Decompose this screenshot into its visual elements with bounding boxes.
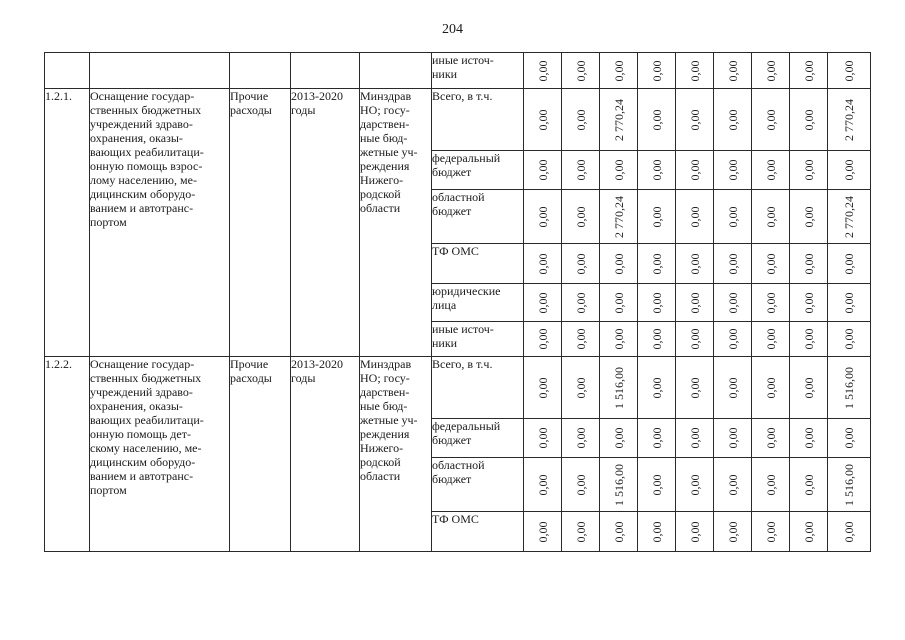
funding-source [432,53,524,89]
year-value-cell [600,151,638,190]
amount-value: 0,00 [763,109,778,130]
amount-value: 0,00 [763,474,778,495]
amount-value: 0,00 [842,521,856,542]
amount-value: 0,00 [801,206,816,227]
amount-value: 0,00 [573,292,588,313]
year-value-cell [676,458,714,512]
year-value-cell [676,53,714,89]
year-value-cell [752,357,790,419]
year-value-cell [600,512,638,552]
year-value-cell [600,458,638,512]
amount-value: 1 516,00 [611,366,626,409]
total-value-cell [828,53,871,89]
year-value-cell [752,512,790,552]
period-text: 2013-2020 годы [291,89,343,117]
amount-value: 0,00 [611,328,626,350]
measure-name [90,89,230,357]
funding-source [432,244,524,284]
measure-name-text: Оснащение государ- ственных бюджетных учреждений здраво- охранения, оказы- вающих реабилитаци- онную помощь дет- скому населению, ме- дицинским оборудо- ванием и автотранс- портом [90,357,204,497]
funding-source [432,190,524,244]
amount-value: 0,00 [573,427,588,449]
amount-value: 0,00 [763,60,778,81]
year-value-cell [676,419,714,458]
year-value-cell [714,53,752,89]
year-value-cell [638,89,676,151]
amount-value: 0,00 [535,206,550,227]
year-value-cell [638,53,676,89]
year-value-cell [790,458,828,512]
year-value-cell [562,151,600,190]
year-value-cell [524,284,562,322]
year-value-cell [600,89,638,151]
year-value-cell [524,458,562,512]
year-value-cell [714,244,752,284]
amount-value: 0,00 [649,253,664,274]
year-value-cell [524,53,562,89]
executor [360,89,432,357]
amount-value: 2 770,24 [611,98,626,141]
total-value-cell [828,322,871,357]
amount-value: 0,00 [611,521,626,542]
year-value-cell [524,190,562,244]
amount-value: 0,00 [535,292,550,313]
expense-type [230,89,291,357]
executor-text: Минздрав НО; госу- дарствен- ные бюд- жетные уч- реждения Нижего- родской области [360,357,418,483]
funding-source [432,419,524,458]
amount-value: 2 770,24 [842,98,856,141]
amount-value: 0,00 [842,60,856,81]
amount-value: 0,00 [649,377,664,398]
amount-value: 0,00 [649,474,664,495]
funding-source-text: юридические лица [432,284,501,312]
year-value-cell [676,244,714,284]
amount-value: 0,00 [687,292,702,313]
year-value-cell [790,284,828,322]
year-value-cell [600,284,638,322]
amount-value: 0,00 [573,60,588,81]
year-value-cell [714,512,752,552]
year-value-cell [714,284,752,322]
amount-value: 0,00 [649,328,664,350]
year-value-cell [790,357,828,419]
amount-value: 0,00 [573,109,588,130]
amount-value: 0,00 [725,292,740,313]
amount-value: 0,00 [801,60,816,81]
program-measures-table [44,52,871,552]
year-value-cell [676,284,714,322]
amount-value: 0,00 [535,377,550,398]
year-value-cell [676,357,714,419]
year-value-cell [638,151,676,190]
amount-value: 0,00 [725,427,740,449]
amount-value: 0,00 [763,206,778,227]
year-value-cell [752,89,790,151]
funding-source-text: Всего, в т.ч. [432,89,493,103]
year-value-cell [790,89,828,151]
total-value-cell [828,89,871,151]
year-value-cell [524,322,562,357]
year-value-cell [600,322,638,357]
year-value-cell [562,357,600,419]
amount-value: 0,00 [687,377,702,398]
table-row [45,89,871,151]
year-value-cell [524,357,562,419]
amount-value: 0,00 [725,253,740,274]
measure-code [45,89,90,357]
empty-cell [90,53,230,89]
year-value-cell [714,151,752,190]
period [291,89,360,357]
amount-value: 0,00 [725,159,740,181]
amount-value: 0,00 [649,292,664,313]
amount-value: 0,00 [725,328,740,350]
amount-value: 0,00 [801,109,816,130]
amount-value: 0,00 [801,253,816,274]
amount-value: 0,00 [801,328,816,350]
amount-value: 0,00 [687,159,702,181]
year-value-cell [600,190,638,244]
amount-value: 0,00 [649,427,664,449]
year-value-cell [638,244,676,284]
funding-source [432,512,524,552]
amount-value: 0,00 [649,206,664,227]
year-value-cell [790,419,828,458]
year-value-cell [790,151,828,190]
year-value-cell [790,190,828,244]
amount-value: 0,00 [573,206,588,227]
year-value-cell [600,53,638,89]
year-value-cell [752,190,790,244]
amount-value: 0,00 [763,377,778,398]
amount-value: 0,00 [687,60,702,81]
year-value-cell [600,357,638,419]
year-value-cell [790,322,828,357]
year-value-cell [638,419,676,458]
amount-value: 2 770,24 [842,195,856,238]
total-value-cell [828,419,871,458]
amount-value: 0,00 [763,521,778,542]
amount-value: 0,00 [763,427,778,449]
amount-value: 0,00 [687,474,702,495]
amount-value: 0,00 [573,521,588,542]
year-value-cell [714,89,752,151]
amount-value: 0,00 [801,292,816,313]
amount-value: 0,00 [842,427,856,449]
measure-code [45,357,90,552]
year-value-cell [562,512,600,552]
table-row [45,357,871,419]
empty-cell [230,53,291,89]
total-value-cell [828,151,871,190]
period [291,357,360,552]
year-value-cell [676,512,714,552]
amount-value: 0,00 [687,427,702,449]
amount-value: 0,00 [649,60,664,81]
amount-value: 0,00 [573,377,588,398]
amount-value: 0,00 [573,253,588,274]
year-value-cell [676,190,714,244]
amount-value: 1 516,00 [842,463,856,506]
funding-source [432,151,524,190]
amount-value: 2 770,24 [611,195,626,238]
amount-value: 0,00 [535,159,550,181]
amount-value: 0,00 [687,253,702,274]
year-value-cell [562,53,600,89]
amount-value: 0,00 [725,377,740,398]
year-value-cell [714,190,752,244]
amount-value: 0,00 [535,328,550,350]
amount-value: 0,00 [725,206,740,227]
year-value-cell [562,284,600,322]
amount-value: 0,00 [801,377,816,398]
amount-value: 0,00 [725,109,740,130]
amount-value: 0,00 [842,159,856,181]
table-row [45,53,871,89]
year-value-cell [638,458,676,512]
year-value-cell [600,244,638,284]
year-value-cell [676,89,714,151]
amount-value: 0,00 [649,109,664,130]
total-value-cell [828,284,871,322]
measure-name-text: Оснащение государ- ственных бюджетных учреждений здраво- охранения, оказы- вающих реабилитаци- онную помощь взрос- лому населению, ме- дицинским оборудо- ванием и автотранс- портом [90,89,204,229]
year-value-cell [562,419,600,458]
amount-value: 0,00 [535,60,550,81]
year-value-cell [752,53,790,89]
year-value-cell [562,89,600,151]
year-value-cell [524,512,562,552]
amount-value: 0,00 [801,427,816,449]
year-value-cell [676,322,714,357]
amount-value: 0,00 [842,292,856,313]
funding-source-text: ТФ ОМС [432,512,479,526]
amount-value: 0,00 [573,474,588,495]
year-value-cell [714,458,752,512]
funding-source [432,322,524,357]
year-value-cell [790,512,828,552]
year-value-cell [638,190,676,244]
amount-value: 0,00 [725,521,740,542]
year-value-cell [524,244,562,284]
amount-value: 0,00 [687,206,702,227]
executor [360,357,432,552]
year-value-cell [752,151,790,190]
amount-value: 0,00 [573,159,588,181]
measure-name [90,357,230,552]
year-value-cell [676,151,714,190]
year-value-cell [752,458,790,512]
amount-value: 0,00 [611,253,626,274]
year-value-cell [638,322,676,357]
amount-value: 0,00 [763,159,778,181]
year-value-cell [638,284,676,322]
executor-text: Минздрав НО; госу- дарствен- ные бюд- жетные уч- реждения Нижего- родской области [360,89,418,215]
total-value-cell [828,357,871,419]
year-value-cell [638,357,676,419]
amount-value: 0,00 [725,474,740,495]
amount-value: 0,00 [535,253,550,274]
year-value-cell [714,357,752,419]
total-value-cell [828,190,871,244]
measure-code-text: 1.2.1. [45,89,72,103]
funding-source-text: федеральный бюджет [432,151,501,179]
funding-source-text: ТФ ОМС [432,244,479,258]
amount-value: 1 516,00 [842,366,856,409]
total-value-cell [828,512,871,552]
amount-value: 1 516,00 [611,463,626,506]
expense-type-text: Прочие расходы [230,89,272,117]
year-value-cell [562,244,600,284]
empty-cell [291,53,360,89]
funding-source [432,89,524,151]
amount-value: 0,00 [801,159,816,181]
amount-value: 0,00 [801,521,816,542]
funding-source-text: областной бюджет [432,458,485,486]
amount-value: 0,00 [611,60,626,81]
year-value-cell [562,458,600,512]
amount-value: 0,00 [687,109,702,130]
year-value-cell [638,512,676,552]
funding-source-text: иные источ- ники [432,322,494,350]
amount-value: 0,00 [649,521,664,542]
amount-value: 0,00 [573,328,588,350]
amount-value: 0,00 [687,521,702,542]
year-value-cell [600,419,638,458]
amount-value: 0,00 [763,292,778,313]
expense-type-text: Прочие расходы [230,357,272,385]
year-value-cell [752,244,790,284]
total-value-cell [828,458,871,512]
amount-value: 0,00 [535,109,550,130]
measure-code-text: 1.2.2. [45,357,72,371]
amount-value: 0,00 [725,60,740,81]
funding-source [432,284,524,322]
amount-value: 0,00 [611,159,626,181]
expense-type [230,357,291,552]
amount-value: 0,00 [611,292,626,313]
amount-value: 0,00 [763,328,778,350]
period-text: 2013-2020 годы [291,357,343,385]
amount-value: 0,00 [842,328,856,350]
year-value-cell [752,419,790,458]
year-value-cell [524,89,562,151]
year-value-cell [752,284,790,322]
year-value-cell [790,53,828,89]
amount-value: 0,00 [801,474,816,495]
year-value-cell [524,151,562,190]
year-value-cell [790,244,828,284]
funding-source-text: иные источ- ники [432,53,494,81]
amount-value: 0,00 [842,253,856,274]
total-value-cell [828,244,871,284]
funding-source-text: Всего, в т.ч. [432,357,493,371]
year-value-cell [562,190,600,244]
funding-source-text: областной бюджет [432,190,485,218]
amount-value: 0,00 [611,427,626,449]
year-value-cell [714,322,752,357]
funding-source-text: федеральный бюджет [432,419,501,447]
year-value-cell [524,419,562,458]
amount-value: 0,00 [763,253,778,274]
funding-source [432,357,524,419]
empty-cell [360,53,432,89]
funding-source [432,458,524,512]
empty-cell [45,53,90,89]
year-value-cell [752,322,790,357]
amount-value: 0,00 [535,427,550,449]
page-number: 204 [442,22,463,37]
year-value-cell [714,419,752,458]
amount-value: 0,00 [535,474,550,495]
amount-value: 0,00 [687,328,702,350]
amount-value: 0,00 [649,159,664,181]
year-value-cell [562,322,600,357]
amount-value: 0,00 [535,521,550,542]
